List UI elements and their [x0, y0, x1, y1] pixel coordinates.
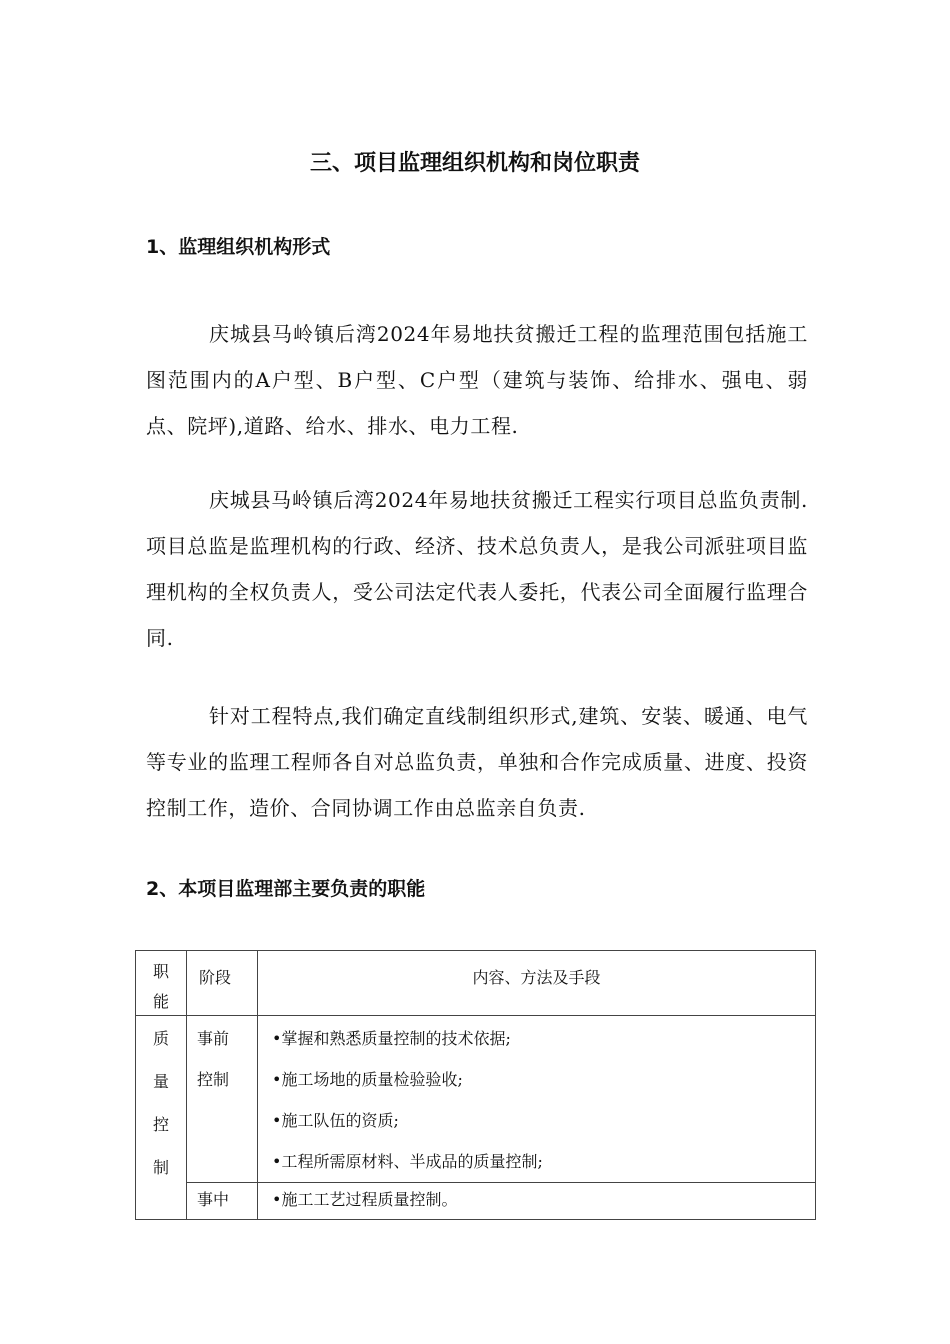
- header-content-label: 内容、方法及手段: [472, 968, 601, 987]
- content-item: •施工队伍的资质;: [272, 1111, 399, 1130]
- page-title: 三、项目监理组织机构和岗位职责: [309, 151, 640, 176]
- function-char: 质: [152, 1029, 169, 1048]
- paragraph-director-responsibility: 庆城县马岭镇后湾2024年易地扶贫搬迁工程实行项目总监负责制.项目总监是监理机构的行政、经济、技术总负责人，是我公司派驻项目监理机构的全权负责人，受公司法定代表人委托，代表公司全面履行监理合同.: [146, 488, 808, 650]
- function-char: 量: [152, 1072, 169, 1091]
- content-item: •施工场地的质量检验验收;: [272, 1070, 463, 1089]
- function-char: 控: [152, 1115, 169, 1134]
- stage-cell-pre-control: [187, 1016, 258, 1183]
- paragraph-organization-form: 针对工程特点,我们确定直线制组织形式,建筑、安装、暖通、电气等专业的监理工程师各自对总监负责，单独和合作完成质量、进度、投资控制工作，造价、合同协调工作由总监亲自负责.: [146, 704, 808, 820]
- header-function-line: 职: [152, 962, 169, 981]
- content-item: •掌握和熟悉质量控制的技术依据;: [272, 1029, 511, 1048]
- paragraph-scope: 庆城县马岭镇后湾2024年易地扶贫搬迁工程的监理范围包括施工图范围内的A户型、B户型、C户型（建筑与装饰、给排水、强电、弱点、院坪),道路、给水、排水、电力工程.: [146, 322, 808, 438]
- stage-cell-in-process: [187, 1183, 258, 1220]
- section-heading-functions: 2、本项目监理部主要负责的职能: [146, 878, 426, 900]
- function-char: 制: [152, 1158, 169, 1177]
- section-heading-organization: 1、监理组织机构形式: [146, 236, 331, 258]
- functions-table: [135, 950, 816, 1220]
- header-stage-label: 阶段: [199, 968, 232, 987]
- stage-label: 控制: [197, 1070, 230, 1089]
- content-cell: [258, 1016, 816, 1183]
- table-header-row: [136, 951, 816, 1016]
- header-function-cell: [136, 951, 187, 1016]
- content-item: •施工工艺过程质量控制。: [272, 1190, 458, 1209]
- table-row: [136, 1016, 816, 1183]
- header-stage-cell: [187, 951, 258, 1016]
- content-cell: [258, 1183, 816, 1220]
- stage-label: 事前: [197, 1029, 230, 1048]
- stage-label: 事中: [197, 1190, 230, 1209]
- header-function-line: 能: [152, 992, 169, 1011]
- table-row: [136, 1183, 816, 1220]
- content-item: •工程所需原材料、半成品的质量控制;: [272, 1152, 543, 1171]
- header-content-cell: [258, 951, 816, 1016]
- function-cell-quality-control: [136, 1016, 187, 1220]
